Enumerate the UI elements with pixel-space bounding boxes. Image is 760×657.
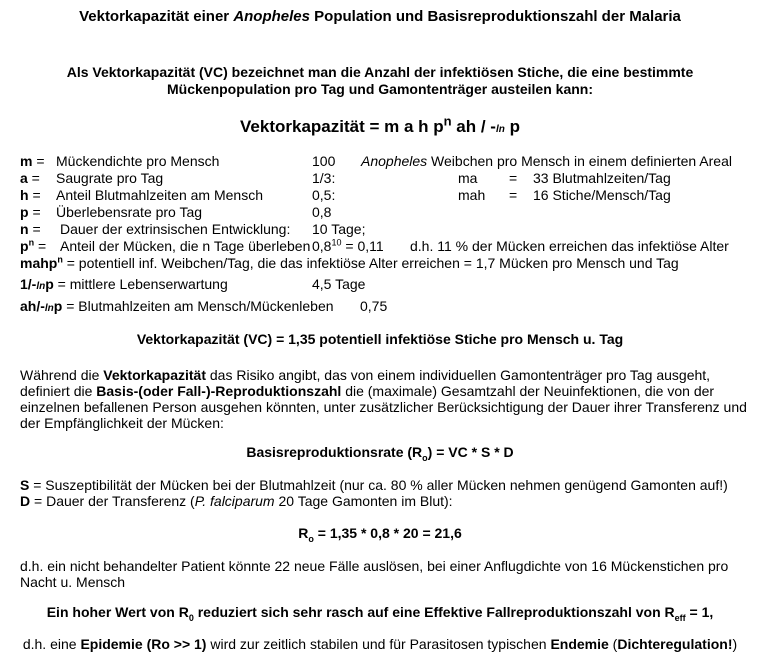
para1-line3: einzelnen befallenen Person ausgehen könnten, unter zusätzlicher Berücksichtigung der Dauer ihrer Transferenz und <box>20 399 747 415</box>
para2-line1: d.h. ein nicht behandelter Patient könnte 22 neue Fälle auslösen, bei einer Anflugdichte von 16 Mückenstichen pro <box>20 558 729 574</box>
para1-line4: der Empfänglichkeit der Mücken: <box>20 415 224 431</box>
basis-formula: Basisreproduktionsrate $(R_o)$ = VC * S * D <box>246 444 514 463</box>
var-m-desc: Mückendichte pro Mensch <box>56 153 220 169</box>
mah-value: 16 Stiche/Mensch/Tag <box>533 187 671 203</box>
para1-line2: definiert die Basis-(oder Fall-)-Reproduktionszahl die (maximale) Gesamtzahl der Neuinfektionen, die von der <box>20 383 715 399</box>
s-definition: S = Suszeptibilität der Mücken bei der Blutmahlzeit (nur ca. 80 % aller Mücken nehmen genügend Gamonten auf!) <box>20 477 728 493</box>
r0-calculation: $R_o = 1,35 * 0,8 * 20 = 21,6$ <box>298 525 462 544</box>
ma-label: ma <box>458 170 478 186</box>
ma-value: 33 Blutmahlzeiten/Tag <box>533 170 671 186</box>
var-bloodmeals-life-val: 0,75 <box>360 298 388 314</box>
para2-line2: Nacht u. Mensch <box>20 574 126 590</box>
var-p: p = <box>20 204 41 220</box>
vc-formula: Vektorkapazität = m a h $p^n$ ah / -ln p <box>240 113 520 136</box>
intro-line-1: Als Vektorkapazität (VC) bezeichnet man die Anzahl der infektiösen Stiche, die eine bestimmte <box>66 64 694 80</box>
ma-eq: = <box>509 170 518 186</box>
var-a-desc: Saugrate pro Tag <box>56 170 164 186</box>
var-pn: $p^n$ = <box>20 237 47 254</box>
para1-line1: Während die Vektorkapazität das Risiko angibt, das von einem individuellen Gamontenträger pro Tag ausgeht, <box>20 367 711 383</box>
vc-result: Vektorkapazität (VC) = 1,35 potentiell infektiöse Stiche pro Mensch u. Tag <box>136 331 624 347</box>
var-pn-val: $0,8^{10} = 0,11$ <box>312 237 384 254</box>
var-n-desc: Dauer der extrinsischen Entwicklung: <box>60 221 291 237</box>
var-mahp: mahp$^n$ = potentiell inf. Weibchen/Tag, die das infektiöse Alter erreichen = 1,7 Mücken pro Mensch und Tag <box>20 254 679 271</box>
mah-label: mah <box>458 187 486 203</box>
var-h-desc: Anteil Blutmahlzeiten am Mensch <box>56 187 263 203</box>
var-life-val: 4,5 Tage <box>312 276 366 292</box>
var-n: n = <box>20 221 41 237</box>
var-pn-desc: Anteil der Mücken, die n Tage überleben <box>60 238 311 254</box>
var-a: a = <box>20 170 40 186</box>
var-m-val: 100 <box>312 153 336 169</box>
intro-line-2: Mückenpopulation pro Tag und Gamontenträger austeilen kann: <box>167 81 593 97</box>
var-bloodmeals-life: ah/-lnp = Blutmahlzeiten am Mensch/Mückenleben <box>20 298 334 314</box>
var-p-val: 0,8 <box>312 204 332 220</box>
high-value-statement: Ein hoher Wert von $R_0$ reduziert sich sehr rasch auf eine Effektive Fallreproduktionszahl von $R_{eff} = 1$, <box>46 604 714 623</box>
var-m: m = <box>20 153 45 169</box>
final-statement: d.h. eine Epidemie (Ro >> 1) wird zur zeitlich stabilen und für Parasitosen typischen Endemie (Dichteregulation!) <box>22 636 738 652</box>
var-a-val: 1/3: <box>312 170 336 186</box>
var-life-expectancy: 1/-lnp = mittlere Lebenserwartung <box>20 276 228 292</box>
var-pn-note: d.h. 11 % der Mücken erreichen das infektiöse Alter <box>410 238 729 254</box>
var-n-val: 10 Tage; <box>312 221 366 237</box>
d-definition: D = Dauer der Transferenz (P. falciparum 20 Tage Gamonten im Blut): <box>20 493 453 509</box>
page-title: Vektorkapazität einer Anopheles Population und Basisreproduktionszahl der Malaria <box>79 8 681 25</box>
var-h: h = <box>20 187 41 203</box>
var-h-val: 0,5: <box>312 187 336 203</box>
var-m-note: Anopheles Weibchen pro Mensch in einem definierten Areal <box>361 153 732 169</box>
var-p-desc: Überlebensrate pro Tag <box>56 204 203 220</box>
mah-eq: = <box>509 187 518 203</box>
